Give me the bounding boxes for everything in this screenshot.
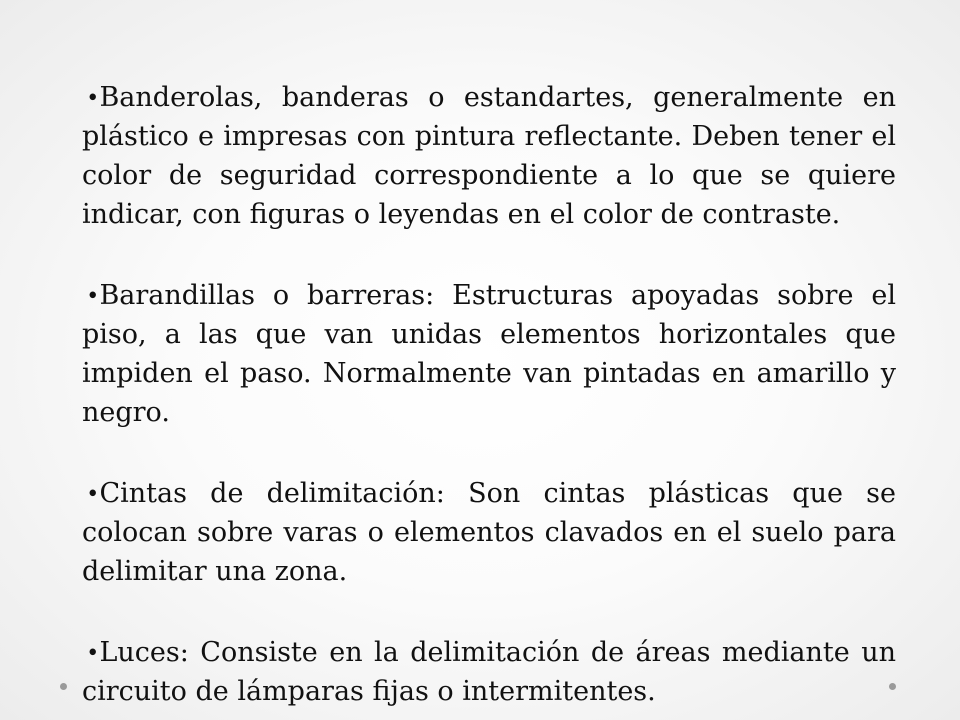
bullet-text: Cintas de delimitación: Son cintas plásticas que se colocan sobre varas o elementos clavados en el suelo para delimitar una zona. [82,478,896,587]
bullet-paragraph-luces [82,633,896,711]
bullet-dot-icon: • [88,280,98,310]
bullet-dot-icon: • [88,637,98,667]
decorative-dot-right-icon [889,683,896,690]
decorative-dot-left-icon [60,683,67,690]
bullet-text: Luces: Consiste en la delimitación de áreas mediante un circuito de lámparas fijas o intermitentes. [82,637,896,707]
bullet-dot-icon: • [88,82,98,112]
bullet-text: Barandillas o barreras: Estructuras apoyadas sobre el piso, a las que van unidas elementos horizontales que impiden el paso. Normalmente van pintadas en amarillo y negro. [82,280,896,428]
bullet-paragraph-banderolas [82,78,896,234]
slide-content [82,78,896,711]
bullet-text: Banderolas, banderas o estandartes, generalmente en plástico e impresas con pintura reflectante. Deben tener el color de seguridad correspondiente a lo que se quiere indicar, con figuras o leyendas en el color de contraste. [82,82,896,230]
bullet-paragraph-cintas [82,474,896,591]
bullet-dot-icon: • [88,478,98,508]
bullet-paragraph-barandillas [82,276,896,432]
